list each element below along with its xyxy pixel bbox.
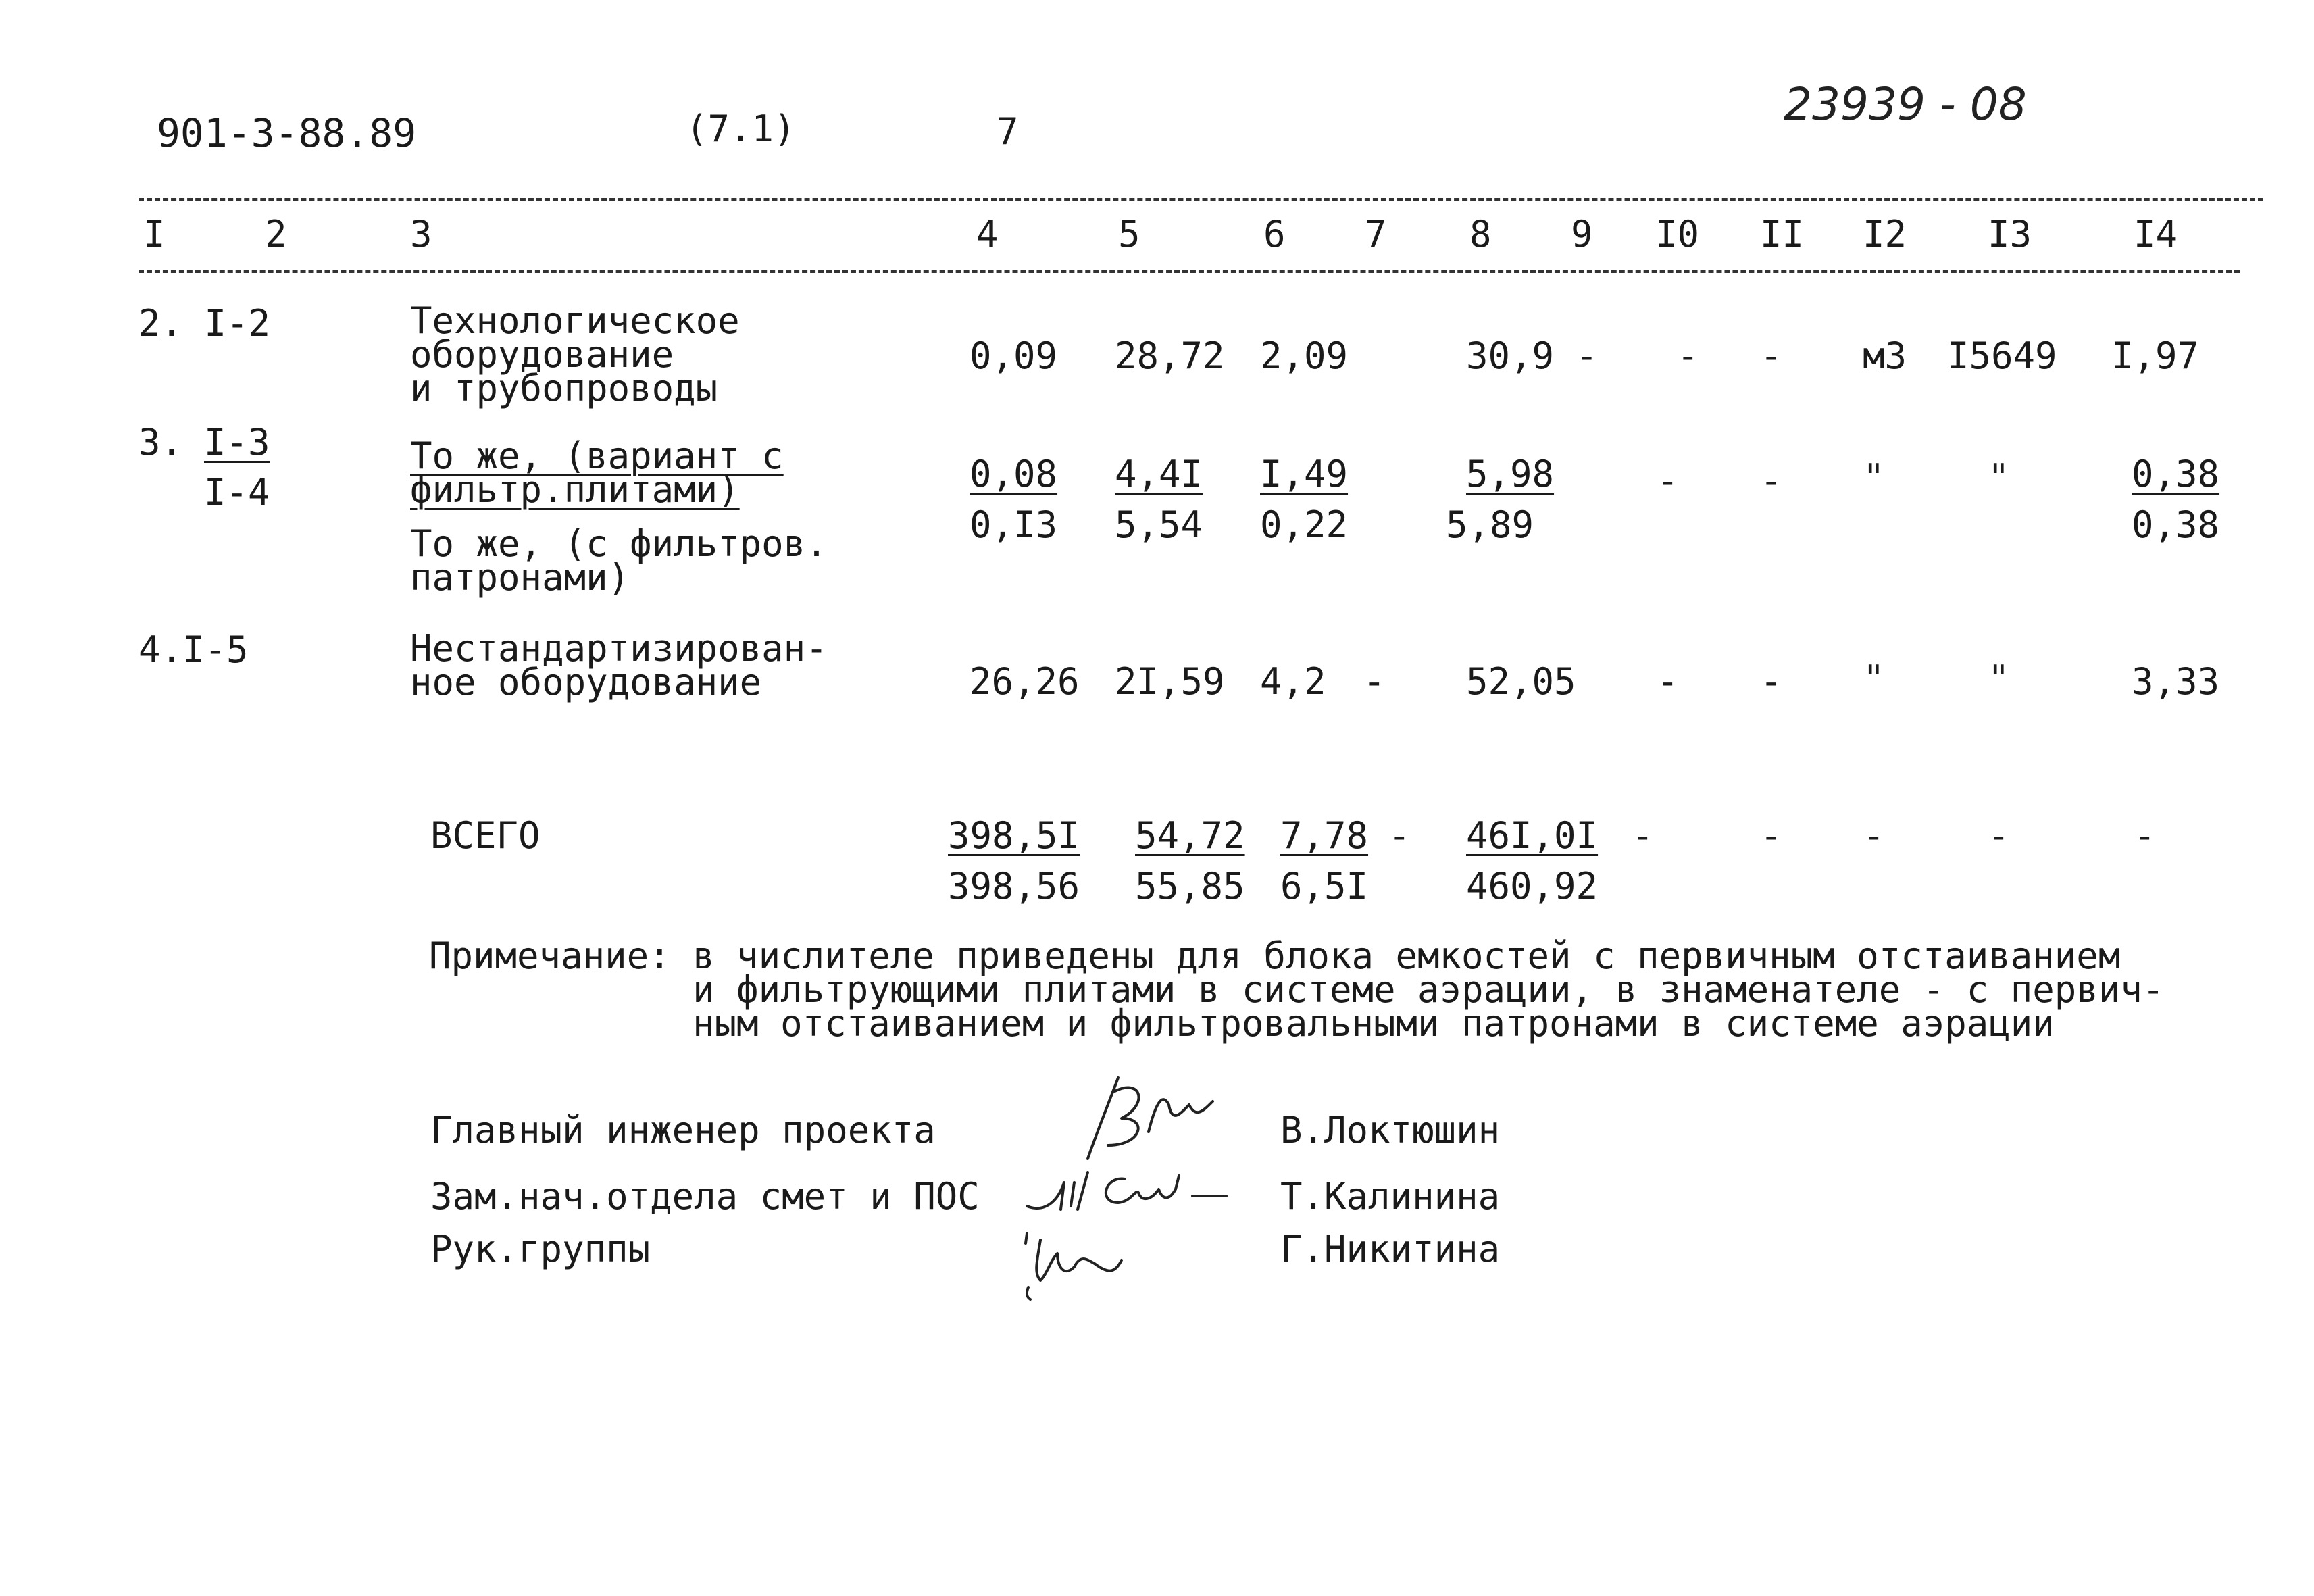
row-number: 4.I-5	[139, 628, 249, 671]
header-bottom-rule	[139, 270, 2240, 273]
cell: -	[1388, 814, 1411, 857]
signatory-role: Рук.группы	[430, 1228, 651, 1270]
cell: -	[1760, 334, 1782, 377]
column-header: I0	[1655, 213, 1700, 255]
row-name: То же, (вариант с фильтр.плитами)	[410, 434, 784, 511]
cell: "	[1988, 657, 2010, 700]
row-name: Технологическое оборудование и трубопроводы	[410, 299, 740, 409]
cell: 5,54	[1115, 503, 1203, 546]
column-header: I4	[2134, 213, 2178, 255]
cell: 55,85	[1135, 865, 1245, 907]
cell: 2,09	[1260, 334, 1349, 377]
cell: м3	[1863, 334, 1907, 377]
cell: I,97	[2111, 334, 2200, 377]
column-header: I2	[1863, 213, 1907, 255]
cell: -	[1657, 660, 1679, 703]
cell: 7,78	[1280, 814, 1369, 857]
cell: "	[1863, 456, 1885, 499]
cell: "	[1863, 657, 1885, 700]
column-header: 3	[410, 213, 432, 255]
row-number: I-4	[204, 471, 270, 514]
cell: 460,92	[1466, 865, 1599, 907]
row-number: 2. I-2	[139, 302, 271, 345]
cell: 0,22	[1260, 503, 1349, 546]
column-header: 6	[1263, 213, 1286, 255]
column-header: 5	[1118, 213, 1140, 255]
note: Примечание: в числителе приведены для блока емкостей с первичным отстаиванием и фильтрующими плитами в системе аэрации, в знаменателе - с первич- ным отстаиванием и фильтровальными патронами в системе аэрации	[429, 934, 2165, 1045]
cell: -	[1760, 660, 1782, 703]
header-top-rule	[139, 198, 2263, 201]
signatory-role: Зам.нач.отдела смет и ПОС	[430, 1175, 980, 1218]
document-part: (7.1)	[686, 107, 796, 150]
column-header: 4	[976, 213, 999, 255]
column-header: I3	[1988, 213, 2032, 255]
column-header: I	[143, 213, 166, 255]
cell: -	[1863, 814, 1885, 857]
cell: 46I,0I	[1466, 814, 1599, 857]
cell: 4,4I	[1115, 453, 1203, 495]
handwritten-signature	[1024, 1162, 1240, 1216]
row-number: 3.	[139, 421, 183, 464]
cell: 398,56	[948, 865, 1080, 907]
row-name: То же, (с фильтров. патронами)	[410, 522, 828, 599]
archive-number: 23939 - 08	[1784, 78, 2027, 130]
cell: 5,98	[1466, 453, 1555, 495]
cell: 0,08	[970, 453, 1058, 495]
column-header: 9	[1571, 213, 1593, 255]
cell: I5649	[1947, 334, 2057, 377]
cell: 0,09	[970, 334, 1058, 377]
cell: 52,05	[1466, 660, 1576, 703]
cell: -	[2134, 814, 2156, 857]
signatory-name: В.Локтюшин	[1280, 1109, 1501, 1151]
cell: 26,26	[970, 660, 1080, 703]
cell: 30,9 -	[1466, 334, 1599, 377]
document-code: 901-3-88.89	[157, 110, 417, 156]
row-number: I-3	[204, 421, 270, 464]
cell: 0,I3	[970, 503, 1058, 546]
cell: -	[1760, 459, 1782, 502]
cell: -	[1632, 814, 1654, 857]
cell: 0,38	[2132, 503, 2220, 546]
cell: -	[1988, 814, 2010, 857]
column-header: 8	[1469, 213, 1492, 255]
page-number: 7	[997, 110, 1019, 153]
cell: 0,38	[2132, 453, 2220, 495]
cell: -	[1760, 814, 1782, 857]
cell: 398,5I	[948, 814, 1080, 857]
handwritten-signature	[1067, 1064, 1230, 1172]
column-header: II	[1760, 213, 1805, 255]
cell: 3,33	[2132, 660, 2220, 703]
cell: 28,72	[1115, 334, 1225, 377]
cell: -	[1677, 334, 1699, 377]
row-name: Нестандартизирован- ное оборудование	[410, 627, 828, 703]
handwritten-signature	[1020, 1226, 1142, 1301]
cell: 4,2	[1260, 660, 1326, 703]
cell: 54,72	[1135, 814, 1245, 857]
cell: "	[1988, 456, 2010, 499]
column-header: 2	[265, 213, 287, 255]
signatory-name: Г.Никитина	[1280, 1228, 1501, 1270]
cell: 6,5I	[1280, 865, 1369, 907]
column-header: 7	[1365, 213, 1387, 255]
total-label: ВСЕГО	[430, 814, 540, 857]
cell: -	[1363, 660, 1386, 703]
signatory-role: Главный инженер проекта	[430, 1109, 936, 1151]
cell: -	[1657, 459, 1679, 502]
cell: 5,89	[1446, 503, 1534, 546]
cell: I,49	[1260, 453, 1349, 495]
cell: 2I,59	[1115, 660, 1225, 703]
signatory-name: Т.Калинина	[1280, 1175, 1501, 1218]
